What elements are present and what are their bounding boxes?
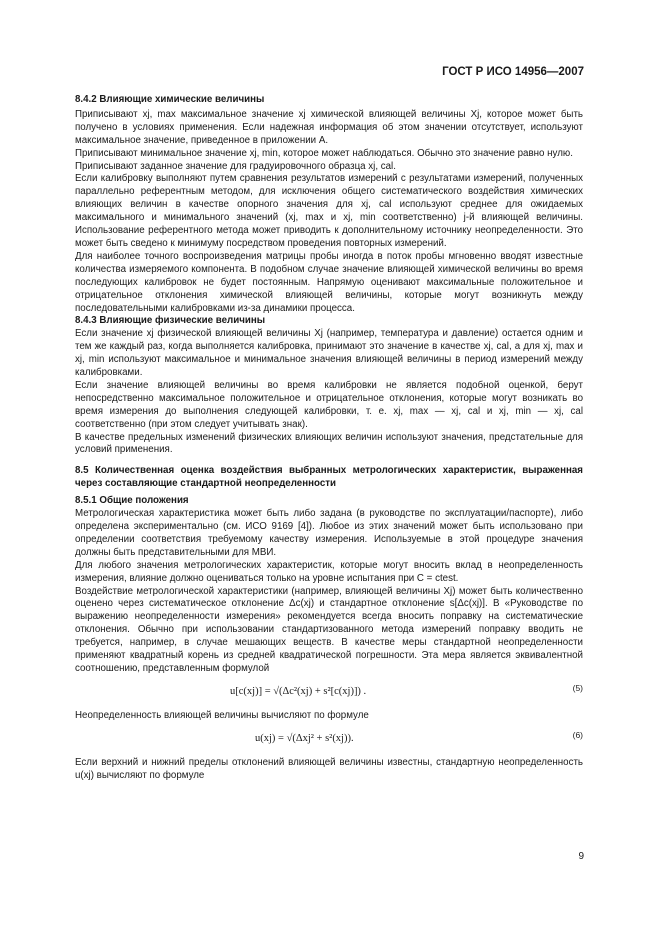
page-number: 9 bbox=[578, 851, 584, 862]
paragraph: Если верхний и нижний пределы отклонений влияющей величины известны, стандартную неопределенность u(xj) вычисляют по формуле bbox=[75, 756, 583, 781]
paragraph: Если калибровку выполняют путем сравнения результатов измерений с результатами измерений, полученных параллельно референтным методом, для исключения общего систематического воздействия химических влияющих величин в качестве опорного значения для xj, cal используют среднее для ожидаемых максимального и минимального значений (xj, max и xj, min соответственно) j-й влияющей величины. Использование референтного метода может приводить к дополнительному источнику неопределенности. Это может быть сведено к минимуму посредством проведения повторных измерений. bbox=[75, 173, 583, 249]
paragraph: Воздействие метрологической характеристики (например, влияющей величины Xj) может быть количественно оценено через систематическое отклонение Δc(xj) и стандартное отклонение s[Δc(xj)]. В «Руководстве по выражению неопределенности измерения» рекомендуется всегда вносить поправку на систематические отклонения. Обычно при использовании стандартизованного метода измерений поправку вводить не требуется, например, в случае мешающих веществ. В качестве меры стандартной неопределенности применяют квадратный корень из средней квадратической погрешности. Эта мера является эквивалентной соотношению, представленным формулой bbox=[75, 585, 583, 674]
paragraph: Для любого значения метрологических характеристик, которые могут вносить вклад в неопределенность измерения, влияние должно оцениваться только на уровне испытания при C = ctest. bbox=[75, 559, 583, 584]
paragraph: Для наиболее точного воспроизведения матрицы пробы иногда в поток пробы мгновенно вводят известные количества измеряемого компонента. В подобном случае значение влияющей химической величины во время последующих калибровок не будет постоянным. Напрямую оценивают максимальные положительное и отрицательное отклонения химической влияющей величины, которые могут возникнуть между последовательными калибровками из-за динамики процесса. bbox=[75, 250, 583, 314]
formula-6-expression: u(xj) = √(Δxj² + s²(xj)). bbox=[255, 732, 354, 744]
formula-6 bbox=[75, 729, 583, 751]
section-842-title: 8.4.2 Влияющие химические величины bbox=[75, 94, 265, 105]
paragraph: В качестве предельных изменений физических влияющих величин используют значения, предстательные для условий применения. bbox=[75, 431, 583, 456]
page-body bbox=[75, 94, 583, 783]
section-85-title: 8.5 Количественная оценка воздействия выбранных метрологических характеристик, выраженная через составляющие стандартной неопределенности bbox=[75, 465, 583, 490]
formula-5-number: (5) bbox=[572, 682, 583, 693]
formula-5-expression: u[c(xj)] = √(Δc²(xj) + s²[c(xj)]) . bbox=[230, 685, 367, 697]
formula-6-number: (6) bbox=[572, 729, 583, 740]
paragraph: Приписывают заданное значение для градуировочного образца xj, cal. bbox=[75, 160, 396, 172]
paragraph: Метрологическая характеристика может быть либо задана (в руководстве по эксплуатации/паспорте), либо определена экспериментально (см. ИСО 9169 [4]). Любое из этих значений может быть использовано при определении соответствия требуемому качеству измерения. Используемые в этой процедуре значения должны быть представительными для МВИ. bbox=[75, 508, 583, 558]
paragraph: Если значение влияющей величины во время калибровки не является подобной оценкой, берут непосредственно максимальное положительное и отрицательное отклонения, которые могут возникать во время измерения до выполнения следующей калибровки, т. е. xj, max — xj, cal и xj, min — xj, cal соответственно (при этом следует учитывать знак). bbox=[75, 379, 583, 430]
section-843-title: 8.4.3 Влияющие физические величины bbox=[75, 315, 266, 327]
paragraph: Приписывают минимальное значение xj, min, которое может наблюдаться. Обычно это значение равно нулю. bbox=[75, 147, 573, 159]
formula-5 bbox=[75, 682, 583, 704]
paragraph: Неопределенность влияющей величины вычисляют по формуле bbox=[75, 709, 369, 721]
document-header: ГОСТ Р ИСО 14956—2007 bbox=[442, 66, 584, 78]
paragraph: Если значение xj физической влияющей величины Xj (например, температура и давление) остается одним и тем же каждый раз, когда выполняется калибровка, принимают это значение в качестве xj, cal, а для xj, max и xj, min используют максимальное и минимальное значения влияющей величины в период измерений между калибровками. bbox=[75, 328, 583, 379]
section-851-title: 8.5.1 Общие положения bbox=[75, 495, 189, 507]
paragraph: Приписывают xj, max максимальное значение xj химической влияющей величины Xj, которое может быть получено в условиях применения. Если надежная информация об этом значении отсутствует, используют максимальное значение, приведенное в приложении А. bbox=[75, 108, 583, 146]
